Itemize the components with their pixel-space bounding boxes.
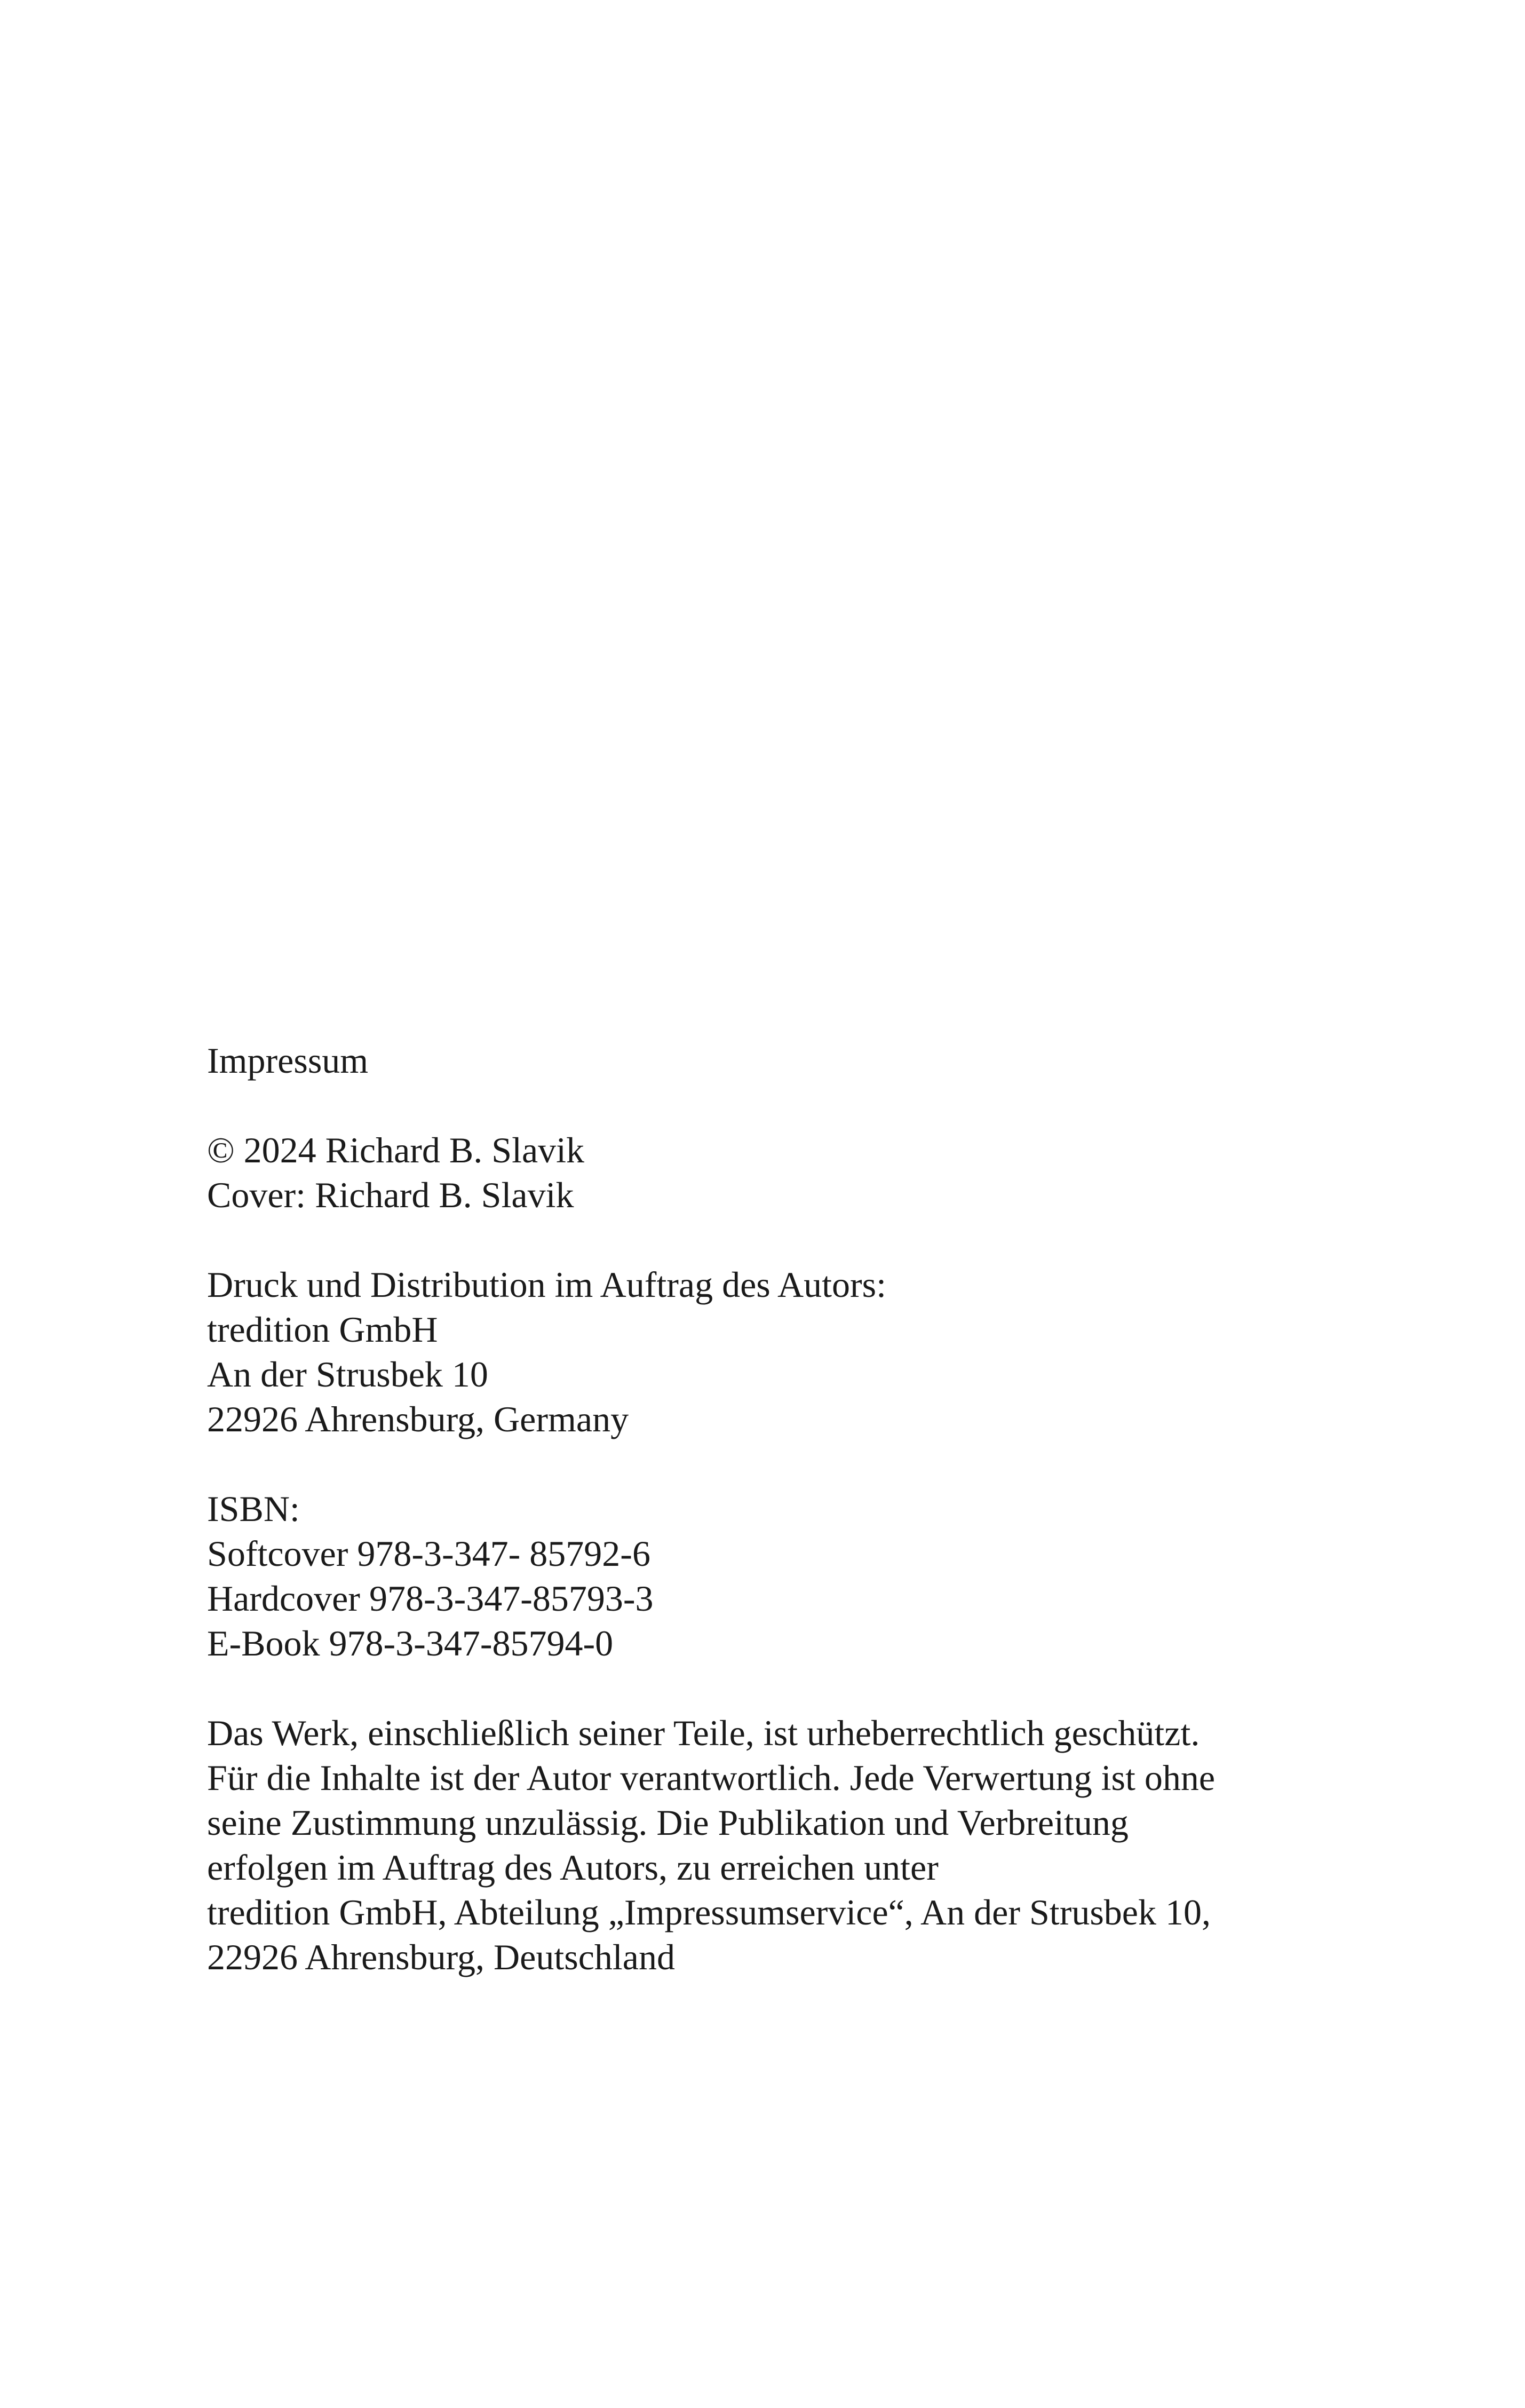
cover-credit-line: Cover: Richard B. Slavik xyxy=(207,1175,574,1215)
copyright-block xyxy=(207,1128,1354,1217)
legal-notice-line: seine Zustimmung unzulässig. Die Publikation und Verbreitung xyxy=(207,1802,1129,1843)
spacer xyxy=(207,1666,1354,1710)
copyright-line: © 2024 Richard B. Slavik xyxy=(207,1130,585,1170)
legal-notice-line: tredition GmbH, Abteilung „Impressumservice“, An der Strusbek 10, xyxy=(207,1892,1211,1932)
imprint-section xyxy=(207,1038,1354,1979)
legal-notice-line: erfolgen im Auftrag des Autors, zu erreichen unter xyxy=(207,1847,939,1888)
legal-notice-block xyxy=(207,1710,1354,1979)
distribution-block xyxy=(207,1262,1354,1441)
isbn-ebook: E-Book 978-3-347-85794-0 xyxy=(207,1623,614,1664)
distribution-intro: Druck und Distribution im Auftrag des Autors: xyxy=(207,1264,887,1305)
imprint-heading: Impressum xyxy=(207,1040,369,1081)
legal-notice-line: Für die Inhalte ist der Autor verantwortlich. Jede Verwertung ist ohne xyxy=(207,1757,1216,1798)
legal-notice-line: Das Werk, einschließlich seiner Teile, ist urheberrechtlich geschützt. xyxy=(207,1713,1200,1753)
spacer xyxy=(207,1441,1354,1486)
isbn-softcover: Softcover 978-3-347- 85792-6 xyxy=(207,1533,650,1574)
distribution-company: tredition GmbH xyxy=(207,1309,438,1350)
distribution-street: An der Strusbek 10 xyxy=(207,1354,488,1395)
spacer xyxy=(207,1083,1354,1128)
isbn-block xyxy=(207,1486,1354,1666)
isbn-label: ISBN: xyxy=(207,1488,300,1529)
spacer xyxy=(207,1217,1354,1262)
distribution-city: 22926 Ahrensburg, Germany xyxy=(207,1399,629,1439)
isbn-hardcover: Hardcover 978-3-347-85793-3 xyxy=(207,1578,654,1619)
legal-notice-line: 22926 Ahrensburg, Deutschland xyxy=(207,1937,675,1977)
imprint-heading-block xyxy=(207,1038,1354,1083)
